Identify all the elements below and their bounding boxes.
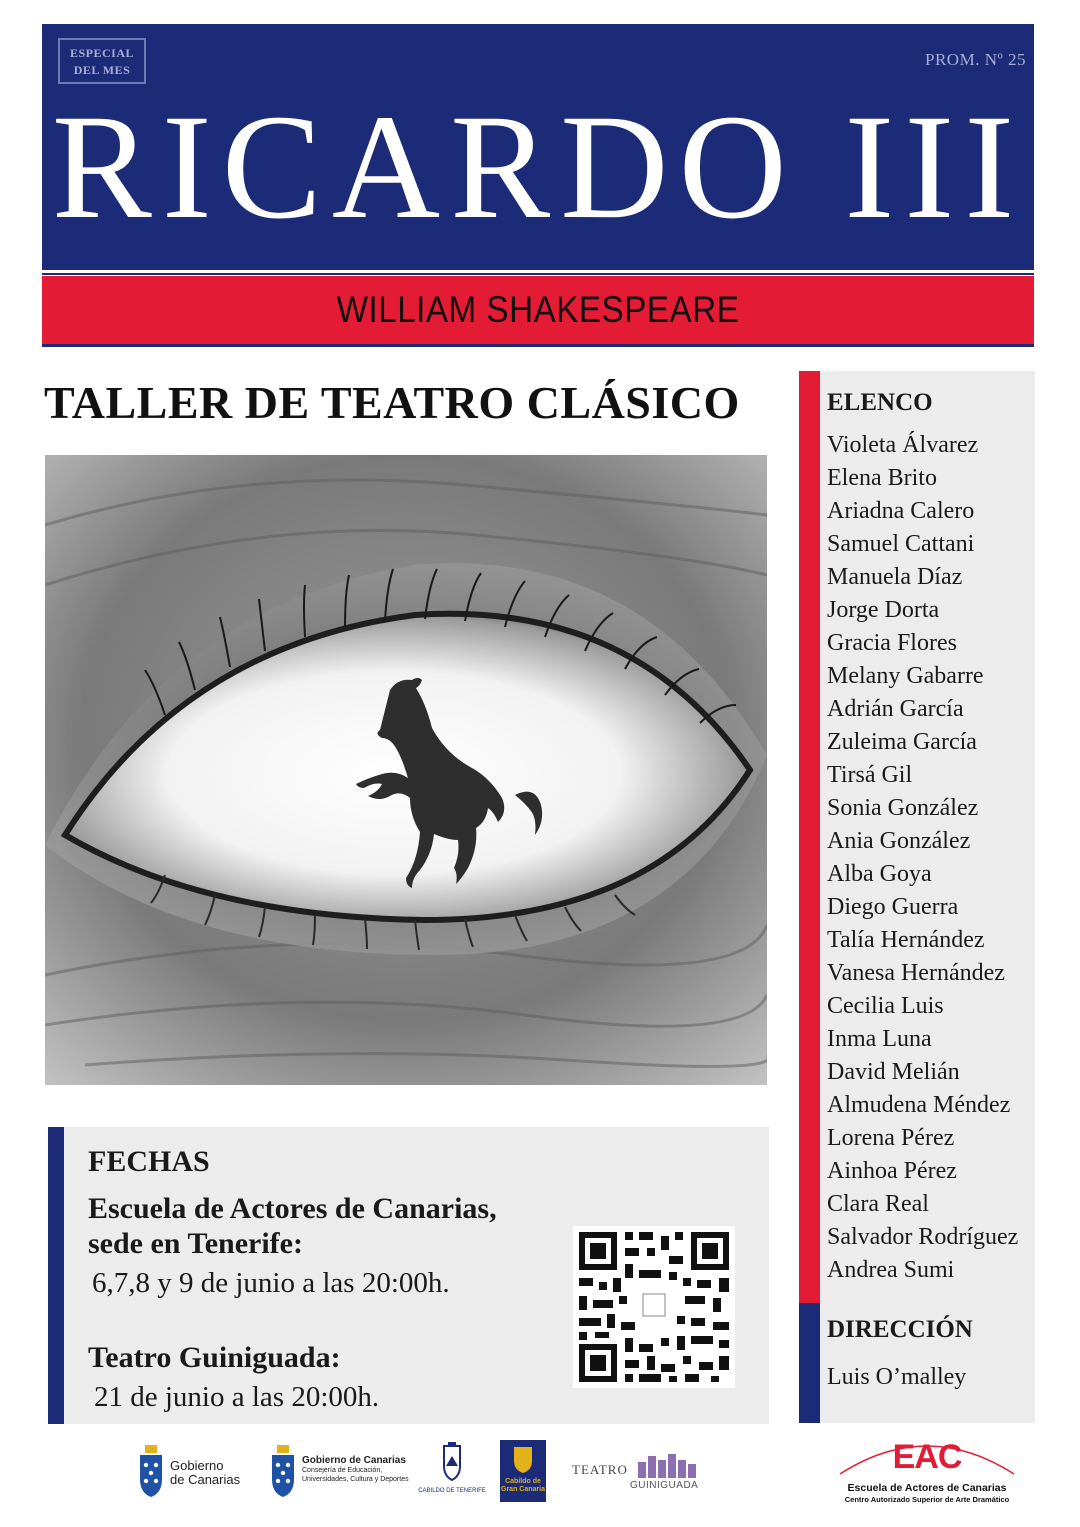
consejeria-line1: Gobierno de Canarias [302,1455,406,1466]
cast-member: Ariadna Calero [827,498,975,524]
cast-member: Clara Real [827,1191,929,1217]
guiniguada-label: GUINIGUADA [630,1480,699,1491]
cast-member: Sonia González [827,795,979,821]
badge-line2: DEL MES [73,63,131,77]
issue-number: PROM. Nº 25 [925,50,1026,69]
cast-member: Vanesa Hernández [827,960,1005,986]
eye-horse-artwork [45,455,767,1085]
theatre-building-icon [636,1452,700,1478]
dates-heading: FECHAS [88,1145,210,1178]
logo-consejeria-educacion [270,1443,420,1503]
qr-code-icon [573,1226,735,1388]
workshop-title: TALLER DE TEATRO CLÁSICO [44,377,740,428]
teatro-label: TEATRO [572,1462,628,1477]
cabildo-gc-line2: Gran Canaria [501,1486,545,1493]
dates-panel [48,1127,769,1424]
cast-member: Alba Goya [827,861,932,887]
cast-member: Elena Brito [827,465,937,491]
cast-list [827,429,1018,1287]
cast-member: Lorena Pérez [827,1125,955,1151]
cast-member: Gracia Flores [827,630,957,656]
eac-subtitle: Centro Autorizado Superior de Arte Dramático [844,1495,1010,1504]
cast-member: Talía Hernández [827,927,985,953]
cast-member: Almudena Méndez [827,1092,1011,1118]
cast-member: Zuleima García [827,729,977,755]
logo-cabildo-tenerife [418,1440,486,1504]
cast-member: Andrea Sumi [827,1257,955,1283]
venue-eac-tenerife: Escuela de Actores de Canarias, sede en Tenerife: [88,1192,497,1260]
cast-member: Diego Guerra [827,894,959,920]
logo-teatro-guiniguada [572,1452,702,1496]
play-title: RICARDO III [51,84,1025,250]
dates-guiniguada: 21 de junio a las 20:00h. [94,1381,380,1413]
cast-member: Ainhoa Pérez [827,1158,957,1184]
panel-accent-bar [48,1127,64,1424]
cast-accent-bar [799,371,820,1303]
author-name: WILLIAM SHAKESPEARE [336,289,740,330]
author-band [42,276,1034,344]
direction-accent-bar [799,1303,820,1423]
gobierno-line1: Gobierno [170,1458,224,1473]
cast-panel [799,371,1035,1423]
cast-member: David Melián [827,1059,960,1085]
cabildo-gc-line1: Cabildo de [505,1478,541,1485]
qr-code[interactable] [573,1226,735,1388]
consejeria-line2: Consejería de Educación, [302,1467,383,1474]
badge-line1: ESPECIAL [69,46,135,60]
cast-heading: ELENCO [827,389,933,416]
cast-member: Jorge Dorta [827,597,940,623]
logo-eac [832,1428,1022,1514]
cast-member: Manuela Díaz [827,564,963,590]
masthead [42,24,1034,268]
cast-member: Melany Gabarre [827,663,984,689]
director-name: Luis O’malley [827,1364,967,1390]
direction-heading: DIRECCIÓN [827,1316,973,1343]
cast-member: Violeta Álvarez [827,432,979,458]
divider-rule [42,268,1034,275]
cast-member: Cecilia Luis [827,993,944,1019]
special-badge [58,38,146,84]
logo-gobierno-canarias [138,1443,258,1503]
cast-member: Adrián García [827,696,964,722]
cast-member: Inma Luna [827,1026,932,1052]
cast-member: Salvador Rodríguez [827,1224,1019,1250]
coat-of-arms-icon [138,1445,164,1497]
logo-cabildo-gran-canaria [500,1440,546,1502]
cabildo-gc-shield-icon [513,1446,533,1474]
consejeria-line3: Universidades, Cultura y Deportes [302,1476,409,1483]
divider-rule [42,344,1034,347]
cabildo-tf-label: CABILDO DE TENERIFE [418,1488,486,1494]
dates-tenerife: 6,7,8 y 9 de junio a las 20:00h. [92,1267,450,1299]
venue-teatro-guiniguada: Teatro Guiniguada: [88,1341,341,1374]
eye-illustration [45,455,767,1085]
cast-member: Samuel Cattani [827,531,975,557]
eac-name: Escuela de Actores de Canarias [847,1482,1007,1494]
eac-wordmark: EAC [892,1438,962,1476]
cast-member: Ania González [827,828,971,854]
cast-member: Tirsá Gil [827,762,913,788]
coat-of-arms-icon [270,1445,296,1497]
gobierno-line2: de Canarias [170,1472,241,1487]
cabildo-tenerife-emblem-icon [432,1440,472,1504]
